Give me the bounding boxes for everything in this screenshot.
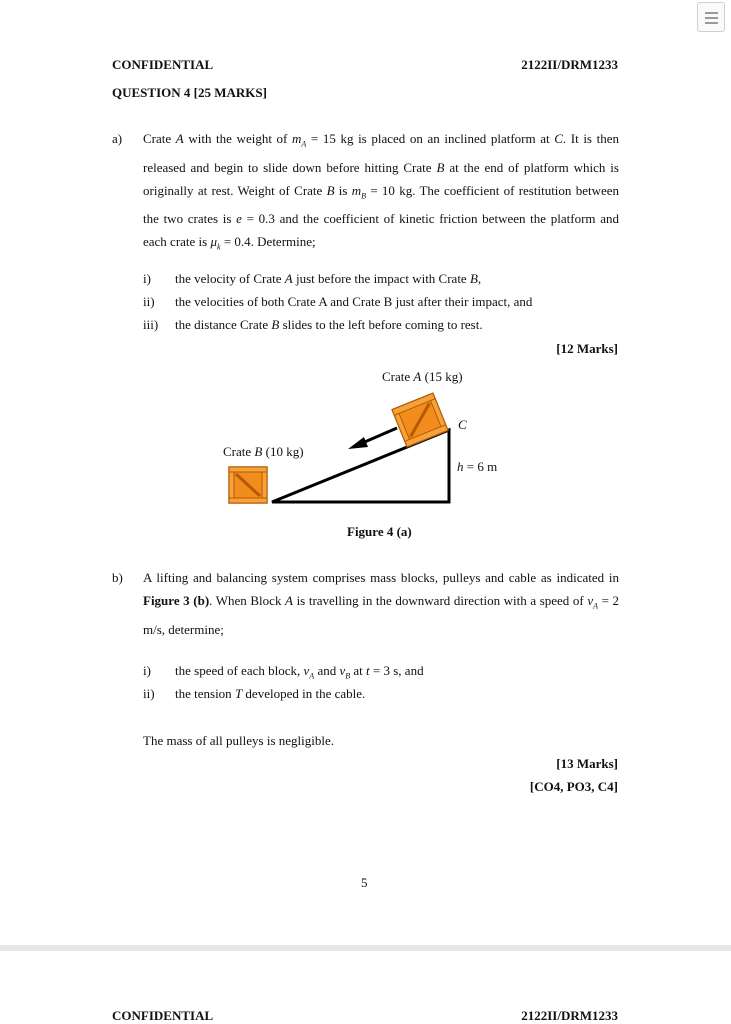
point-c-label: C — [458, 417, 467, 432]
part-a-label: a) — [112, 131, 123, 146]
crate-a-icon — [392, 393, 448, 447]
crate-b-icon — [229, 467, 267, 503]
figure-4a-caption: Figure 4 (a) — [347, 524, 412, 539]
crate-a-label: Crate A (15 kg) — [382, 369, 463, 384]
next-page-header-doc-code: 2122II/DRM1233 — [521, 1008, 618, 1023]
question-title: QUESTION 4 [25 MARKS] — [112, 85, 267, 100]
part-a-body: Crate A with the weight of $m_A = 15$ kg is placed on an inclined platform at C. It is then released and begin to slide down before hitting Crate B at the end of platform which is originally at rest. Weight of Crate B is $m_B = 10$ kg. The coefficient of restitution between the two crates is e = 0.3 and the coefficient of kinetic friction between the platform and each crate is $\mu_k = 0.4$. Determine; — [143, 131, 620, 252]
part-b-body: A lifting and balancing system comprises mass blocks, pulleys and cable as indicated in Figure 3 (b). When Block A is travelling in the downward direction with a speed of $v_A = 2$ m/s, determine; — [143, 570, 619, 637]
pulley-note: The mass of all pulleys is negligible. — [143, 733, 334, 748]
header-doc-code: 2122II/DRM1233 — [521, 57, 618, 72]
part-a-marks: [12 Marks] — [556, 341, 618, 356]
next-page-header-confidential: CONFIDENTIAL — [112, 1008, 214, 1023]
height-label: h = 6 m — [457, 459, 498, 474]
part-b-marks: [13 Marks] — [556, 756, 618, 771]
crate-b-label: Crate B (10 kg) — [223, 444, 304, 459]
part-a-item-1: i) the velocity of Crate A just before the impact with Crate B, — [143, 271, 482, 286]
arrow-head-icon — [348, 437, 368, 449]
part-b-item-2: ii) the tension T developed in the cable. — [143, 686, 366, 701]
part-a-item-2: ii) the velocities of both Crate A and Crate B just after their impact, and — [143, 294, 533, 309]
page-number: 5 — [361, 875, 368, 890]
page-separator — [0, 945, 731, 951]
part-b-label: b) — [112, 570, 123, 585]
part-b-item-1: i) the speed of each block, $v_A$ and $v_B$ at t = 3 s, and — [143, 663, 424, 681]
header-confidential: CONFIDENTIAL — [112, 57, 214, 72]
course-outcomes: [CO4, PO3, C4] — [529, 779, 618, 794]
part-a-item-3: iii) the distance Crate B slides to the left before coming to rest. — [143, 317, 483, 332]
